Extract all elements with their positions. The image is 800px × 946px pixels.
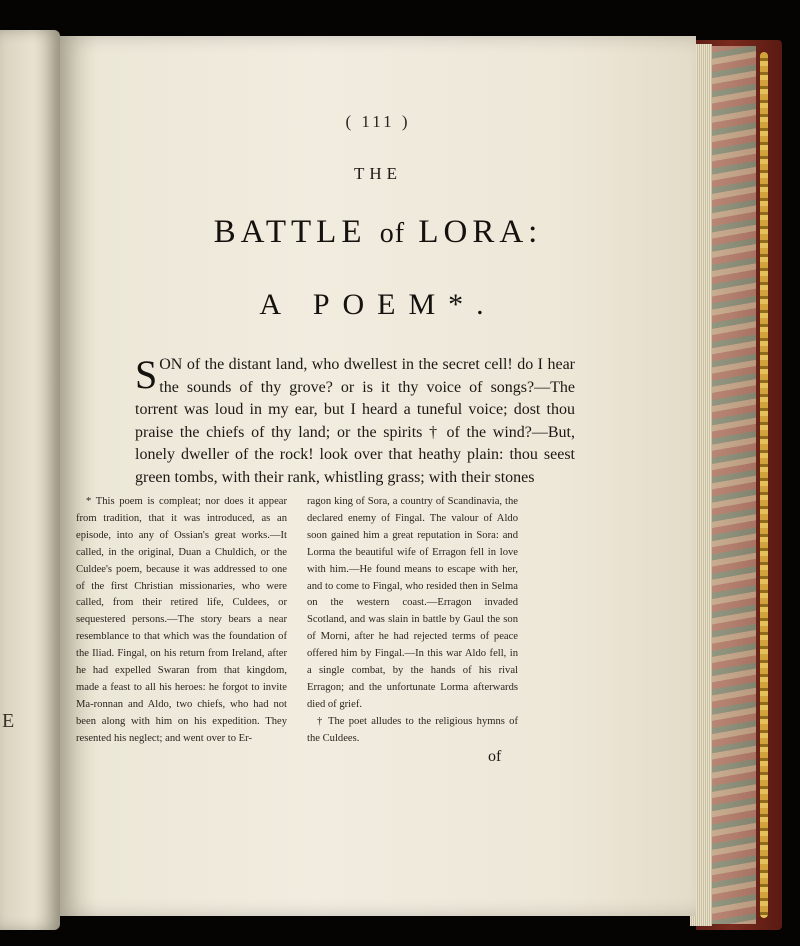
- footnote-column-left: [76, 494, 287, 748]
- footnote-column-right: [307, 494, 518, 748]
- footnote-left-text: * This poem is compleat; nor does it appear from tradition, that it was introduced, as an episode, into any of Ossian's great works.—It called, in the original, Duan a Chuldich, or the Culdee's poem, because it was addressed to one of the first Christian missionaries, who were called, from their retired life, Culdees, or sequestered persons.—The story bears a near resemblance to that which was the foundation of the Iliad. Fingal, on his return from Ireland, after he had expelled Swaran from that kingdom, made a feast to all his heroes: he forgot to invite Ma-ronnan and Aldo, two chiefs, who had not been along with him on his expedition. They resented his neglect; and went over to Er-: [76, 496, 287, 744]
- gilt-border: [760, 52, 768, 918]
- page-number: ( 111 ): [345, 112, 411, 131]
- title-word-of: of: [379, 218, 406, 249]
- footnote-right-text: ragon king of Sora, a country of Scandinavia, the declared enemy of Fingal. The valour of Aldo soon gained him a great reputation in Sora: and Lorma the beautiful wife of Erragon fell in love with him.—He found means to escape with her, and to come to Fingal, who resided then in Selma on the western coast.—Erragon invaded Scotland, and was slain in battle by Gaul the son of Morni, after he had rejected terms of peace offered him by Fingal.—In this war Aldo fell, in a single combat, by the hands of his rival Erragon; and the unfortunate Lorma afterwards died of grief.: [307, 496, 518, 710]
- title-word-battle: BATTLE: [213, 214, 367, 250]
- book-page: [60, 36, 696, 916]
- previous-page-letter: E: [2, 710, 15, 732]
- title-the: THE: [353, 164, 403, 183]
- poem-body: [135, 354, 575, 489]
- title-word-lora: LORA:: [418, 214, 543, 250]
- poem-text: of the distant land, who dwellest in the secret cell! do I hear the sounds of thy grove? or is it thy voice of songs?—The torrent was loud in my ear, but I heard a tuneful voice; dost thou praise the chiefs of thy land; or the spirits † of the wind?—But, lonely dweller of the rock! look over that heathy plain: thou seest green tombs, with their rank, whistling grass; with their stones: [135, 356, 575, 486]
- catchword: of: [488, 748, 502, 765]
- page-title: [60, 214, 696, 251]
- marbled-edge: [708, 46, 756, 924]
- first-word: ON: [159, 356, 183, 373]
- footnotes: [76, 494, 518, 748]
- drop-cap: S: [135, 352, 158, 397]
- page-subtitle: A POEM*.: [259, 288, 497, 321]
- footnote-dagger: † The poet alludes to the religious hymns of the Culdees.: [307, 715, 518, 744]
- previous-page-edge: [0, 30, 60, 930]
